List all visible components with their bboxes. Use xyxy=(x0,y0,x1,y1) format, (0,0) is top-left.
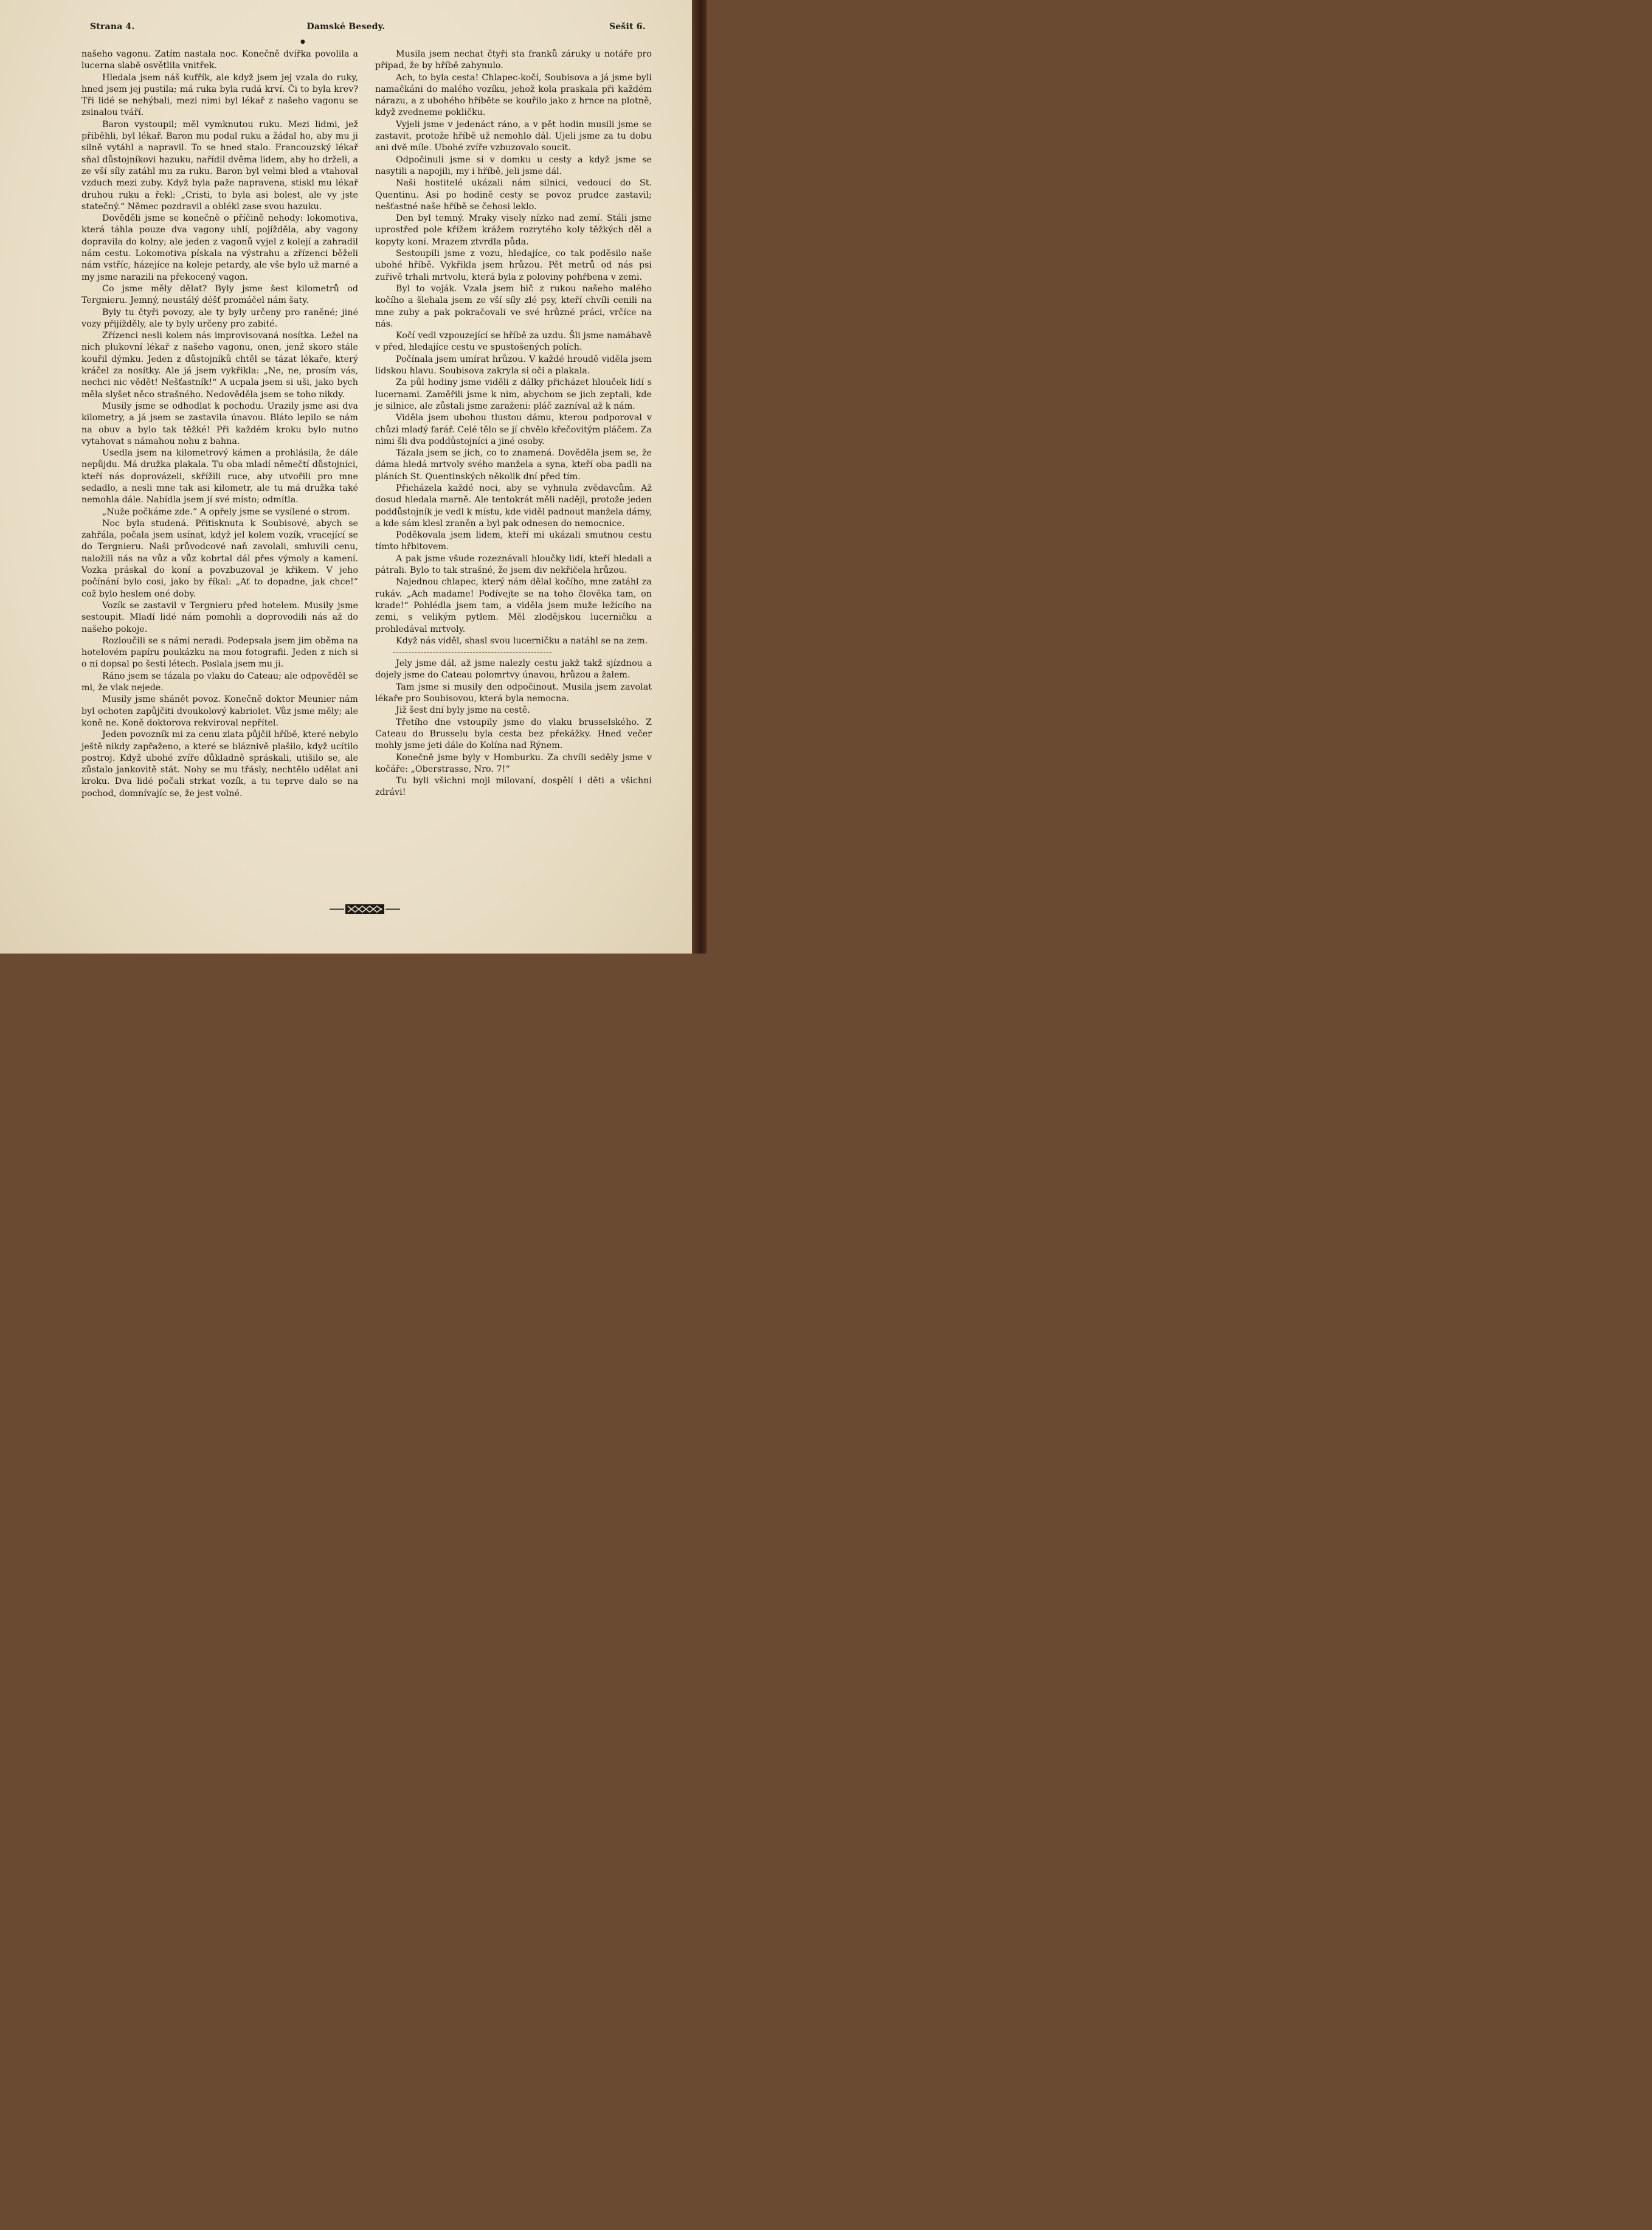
paragraph: Konečně jsme byly v Homburku. Za chvíli seděly jsme v kočáře: „Oberstrasse, Nro. 7!“ xyxy=(375,752,652,774)
paragraph: Tu byli všichni moji milovaní, dospělí i děti a všichni zdrávi! xyxy=(375,776,652,798)
paragraph: Když nás viděl, shasl svou lucerničku a natáhl se na zem. xyxy=(396,635,648,646)
paragraph: Byl to voják. Vzala jsem bič z rukou našeho malého kočího a šlehala jsem ze vší síly zlé psy, kteří chvíli cenili na mne zuby a pak pokračovali ve své hrůzné práci, vrčíce na nás. xyxy=(375,283,652,329)
paragraph: Tázala jsem se jich, co to znamená. Dověděla jsem se, že dáma hledá mrtvoly svého manžela a syna, kteří oba padli na pláních St. Quentinských několik dní před tím. xyxy=(375,448,652,482)
end-ornament-icon xyxy=(328,902,401,916)
paragraph: Musily jsme shánět povoz. Konečně doktor Meunier nám byl ochoten zapůjčiti dvoukolový kabriolet. Vůz jsme měly; ale koně ne. Koně doktorova rekviroval nepřítel. xyxy=(81,694,358,728)
paragraph: Počínala jsem umírat hrůzou. V každé hroudě viděla jsem lidskou hlavu. Soubisova zakryla si oči a plakala. xyxy=(375,354,652,376)
paragraph: Ach, to byla cesta! Chlapec-kočí, Soubisova a já jsme byli namačkáni do malého vozíku, jehož kola praskala při každém nárazu, a z ubohého hříběte se kouřilo jako z hrnce na plotně, když zvedneme pokličku. xyxy=(375,72,652,118)
paragraph: Viděla jsem ubohou tlustou dámu, kterou podporoval v chůzi mladý farář. Celé tělo se jí chvělo křečovitým pláčem. Za nimi šli dva poddůstojníci a jiné osoby. xyxy=(375,413,652,446)
paragraph: Naši hostitelé ukázali nám silnici, vedoucí do St. Quentinu. Asi po hodině cesty se povoz prudce zastavil; nešťastné naše hříbě se čehosi leklo. xyxy=(375,178,652,212)
paragraph: Musila jsem nechat čtyři sta franků záruky u notáře pro případ, že by hříbě zahynulo. xyxy=(375,49,652,71)
book-spine-edge xyxy=(692,0,707,954)
right-column xyxy=(375,49,652,799)
paragraph: Jely jsme dál, až jsme nalezly cestu jakž takž sjízdnou a dojely jsme do Cateau polomrtvy únavou, hrůzou a žalem. xyxy=(375,659,652,680)
paragraph: Najednou chlapec, který nám dělal kočího, mne zatáhl za rukáv. „Ach madame! Podívejte se na toho člověka tam, on krade!“ Pohlédla jsem tam, a viděla jsem muže ležícího na zemi, s velikým pytlem. Měl zlodějskou lucerničku a prohledával mrtvoly. xyxy=(375,577,652,634)
paragraph: Co jsme měly dělat? Byly jsme šest kilometrů od Tergnieru. Jemný, neustálý déšť promáčel nám šaty. xyxy=(81,283,358,306)
paragraph: Rozloučili se s námi neradi. Podepsala jsem jim oběma na hotelovém papíru poukázku na mou fotografii. Jeden z nich si o ni dopsal po šesti létech. Poslala jsem mu ji. xyxy=(81,635,358,670)
paragraph: Vyjeli jsme v jedenáct ráno, a v pět hodin musili jsme se zastavit, protože hříbě už nemohlo dál. Ujeli jsme za tu dobu ani dvě míle. Ubohé zvíře vzbuzovalo soucit. xyxy=(375,119,652,153)
paragraph: Sestoupili jsme z vozu, hledajíce, co tak poděsilo naše ubohé hříbě. Vykřikla jsem hrůzou. Pět metrů od nás psi zuřivě trhali mrtvolu, která byla z poloviny pohřbena v zemi. xyxy=(375,249,652,282)
magazine-page xyxy=(0,0,692,954)
paragraph: Již šest dní byly jsme na cestě. xyxy=(396,705,530,716)
paragraph: Třetího dne vstoupily jsme do vlaku brusselského. Z Cateau do Brusselu byla cesta bez překážky. Hned večer mohly jsme jeti dále do Kolína nad Rýnem. xyxy=(375,717,652,751)
paragraph: Tam jsme si musily den odpočinout. Musila jsem zavolat lékaře pro Soubisovou, která byla nemocna. xyxy=(375,682,652,704)
paragraph: Přicházela každé noci, aby se vyhnula zvědavcům. Až dosud hledala marně. Ale tentokrát měli naději, protože jeden poddůstojník je vedl k místu, kde viděl padnout manžela dámy, a kde sám klesl zraněn a byl pak odnesen do nemocnice. xyxy=(375,483,652,528)
header-ornament-dot: ● xyxy=(300,39,305,45)
left-column xyxy=(81,49,358,800)
paragraph: Zřízenci nesli kolem nás improvisovaná nosítka. Ležel na nich plukovní lékař z našeho vagonu, onen, jenž skoro stále kouřil dýmku. Jeden z důstojníků chtěl se tázat lékaře, který kráčel za nosítky. Ale já jsem vykřikla: „Ne, ne, prosím vás, nechci nic vědět! Nešťastník!“ A ucpala jsem si uši, jako bych měla slyšet něco strašného. Nedověděla jsem se toho nikdy. xyxy=(81,331,358,400)
paragraph: Ráno jsem se tázala po vlaku do Cateau; ale odpověděl se mi, že vlak nejede. xyxy=(81,671,358,693)
paragraph: Den byl temný. Mraky visely nízko nad zemí. Stáli jsme uprostřed pole křížem krážem rozrytého koly těžkých děl a kopyty koní. Mrazem ztvrdla půda. xyxy=(375,213,652,247)
paragraph: Hledala jsem náš kufřík, ale když jsem jej vzala do ruky, hned jsem jej pustila; má ruka byla rudá krví. Či to byla krev? Tři lidé se nehýbali, mezi nimi byl lékař z našeho vagonu se zsinalou tváří. xyxy=(81,72,358,118)
issue-number: Sešit 6. xyxy=(609,22,646,32)
paragraph: Noc byla studená. Přitisknuta k Soubisové, abych se zahřála, počala jsem usínat, když jel kolem vozík, vracející se do Tergnieru. Naši průvodcové naň zavolali, smluvili cenu, naložili nás na vůz a vůz kobrtal dál přes výmoly a kamení. Vozka práskal do koní a povzbuzoval je křikem. V jeho počínání bylo cosi, jako by říkal: „Ať to dopadne, jak chce!“ což bylo heslem oné doby. xyxy=(81,518,358,599)
paragraph: Dověděli jsme se konečně o příčině nehody: lokomotiva, která táhla pouze dva vagony uhlí, pojížděla, aby vagony dopravila do kolny; ale jeden z vagonů vyjel z kolejí a zahradil nám cestu. Lokomotiva pískala na výstrahu a zřízenci běželi nám vstříc, házejíce na koleje petardy, ale vše bylo už marné a my jsme narazili na překocený vagon. xyxy=(81,213,358,282)
paragraph: Poděkovala jsem lidem, kteří mi ukázali smutnou cestu tímto hřbitovem. xyxy=(375,530,652,552)
paragraph: A pak jsme všude rozeznávali hloučky lidí, kteří hledali a pátrali. Bylo to tak strašné, že jsem div nekřičela hrůzou. xyxy=(375,553,652,576)
paragraph: Baron vystoupil; měl vymknutou ruku. Mezi lidmi, jež přiběhli, byl lékař. Baron mu podal ruku a žádal ho, aby mu ji silně vytáhl a napravil. To se hned stalo. Francouzský lékař sňal důstojníkovi hazuku, nařídil dvěma lidem, aby ho drželi, a ze vší síly zatáhl mu za ruku. Baron byl velmi bled a vtahoval vzduch mezi zuby. Když byla paže napravena, stiskl mu lékař druhou ruku a řekl: „Cristi, to byla asi bolest, ale vy jste statečný.“ Němec pozdravil a oblékl zase svou hazuku. xyxy=(81,119,358,212)
page-number: Strana 4. xyxy=(90,22,135,32)
paragraph: Za půl hodiny jsme viděli z dálky přicházet hlouček lidí s lucernami. Zaměřili jsme k nim, abychom se jich zeptali, kde je silnice, ale zůstali jsme zaraženi: pláč zazníval až k nám. xyxy=(375,378,652,411)
paragraph: Usedla jsem na kilometrový kámen a prohlásila, že dále nepůjdu. Má družka plakala. Tu oba mladí němečtí důstojníci, kteří nás doprovázeli, skřížili ruce, aby utvořili pro mne sedadlo, a nesli mne tak asi kilometr, ale tu má družka také nemohla dále. Nabídla jsem jí své místo; odmítla. xyxy=(81,448,358,505)
paragraph: Kočí vedl vzpouzející se hříbě za uzdu. Šli jsme namáhavě v před, hledajíce cestu ve spustošených polích. xyxy=(375,331,652,353)
paragraph: Byly tu čtyři povozy, ale ty byly určeny pro raněné; jiné vozy přijížděly, ale ty byly určeny pro zabité. xyxy=(81,307,358,329)
section-divider xyxy=(393,652,551,653)
paragraph: Vozík se zastavil v Tergnieru před hotelem. Musily jsme sestoupit. Mladí lidé nám pomohli a doprovodili nás až do našeho pokoje. xyxy=(81,600,358,634)
paragraph: Odpočinuli jsme si v domku u cesty a když jsme se nasytili a napojili, my i hříbě, jeli jsme dál. xyxy=(375,154,652,176)
paragraph: našeho vagonu. Zatím nastala noc. Konečně dvířka povolila a lucerna slabě osvětlila vnitřek. xyxy=(81,49,358,71)
magazine-title: Damské Besedy. xyxy=(306,22,385,32)
paragraph: Musily jsme se odhodlat k pochodu. Urazily jsme asi dva kilometry, a já jsem se zastavila únavou. Bláto lepilo se nám na obuv a bylo tak těžké! Při každém kroku bylo nutno vytahovat s námahou nohu z bahna. xyxy=(81,401,358,446)
paragraph: Jeden povozník mi za cenu zlata půjčil hříbě, které nebylo ještě nikdy zapřaženo, a které se bláznivě plašilo, když ucítilo postroj. Když ubohé zvíře důkladně spráskali, utišilo se, ale zůstalo jankovitě stát. Nohy se mu třásly, nechtělo udělat ani kroku. Dva lidé počali strkat vozík, a tu teprve dalo se na pochod, domnívajíc se, že jest volné. xyxy=(81,730,358,798)
paragraph: „Nuže počkáme zde.“ A opřely jsme se vysílené o strom. xyxy=(102,507,350,517)
